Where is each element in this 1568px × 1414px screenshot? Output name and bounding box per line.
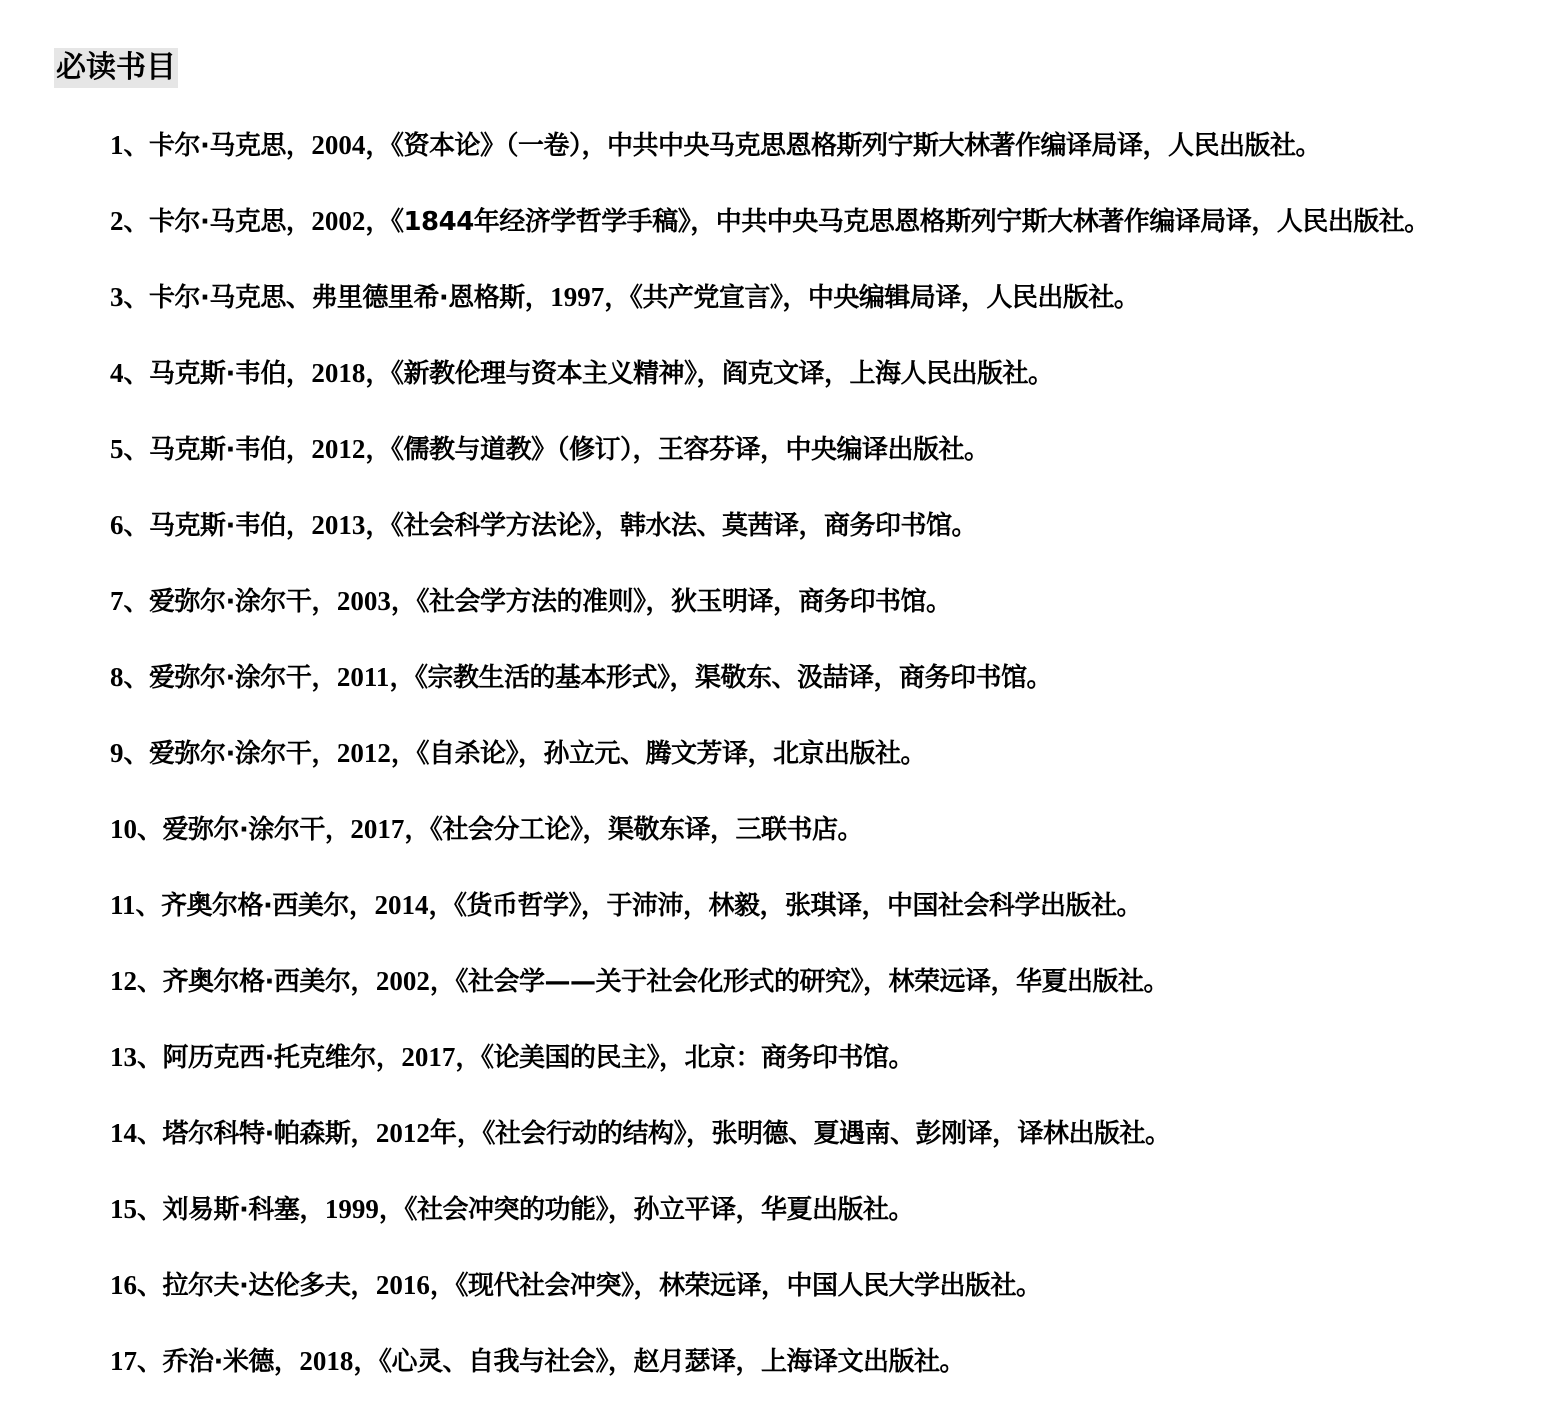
entry-number: 16	[110, 1270, 137, 1300]
entry-year: 2016	[375, 1270, 430, 1300]
entry-year: 2017	[350, 814, 405, 844]
list-item	[110, 882, 1560, 958]
entry-title-publisher: 《社会学方法的准则》，狄玉明译，商务印书馆。	[416, 587, 952, 617]
comma-separator: ，	[456, 1119, 483, 1149]
entry-author: 爱弥尔·涂尔干	[149, 587, 312, 617]
enum-separator: 、	[123, 359, 150, 389]
entry-number: 10	[110, 814, 137, 844]
comma-separator: ，	[365, 511, 391, 541]
entry-year: 2017	[401, 1042, 456, 1072]
enum-separator: 、	[123, 131, 150, 161]
comma-separator: ，	[365, 131, 391, 161]
comma-separator: ，	[455, 1043, 481, 1073]
enum-separator: 、	[137, 967, 163, 997]
enum-separator: 、	[123, 435, 150, 465]
entry-number: 17	[110, 1346, 137, 1376]
enum-separator: 、	[137, 815, 163, 845]
comma-separator: ，	[604, 283, 630, 313]
entry-author: 刘易斯·科塞	[162, 1195, 300, 1225]
entry-year: 2014	[374, 890, 429, 920]
entry-number: 4	[110, 358, 124, 388]
comma-separator: ，	[365, 207, 391, 237]
list-item	[110, 502, 1560, 578]
enum-separator: 、	[137, 1271, 163, 1301]
comma-separator: ，	[524, 283, 551, 313]
entry-title-publisher: 《货币哲学》，于沛沛，林毅，张琪译，中国社会科学出版社。	[453, 891, 1142, 921]
list-item	[110, 350, 1560, 426]
entry-author: 马克斯·韦伯	[149, 359, 286, 389]
entry-title-publisher: 《社会冲突的功能》，孙立平译，华夏出版社。	[404, 1195, 914, 1225]
entry-title-publisher: 《资本论》（一卷），中共中央马克思恩格斯列宁斯大林著作编译局译，人民出版社。	[390, 131, 1321, 161]
entry-number: 2	[110, 206, 124, 236]
list-item	[110, 1186, 1560, 1262]
entry-number: 9	[110, 738, 124, 768]
enum-separator: 、	[137, 1195, 163, 1225]
comma-separator: ，	[350, 1271, 376, 1301]
comma-separator: ，	[428, 891, 454, 921]
entry-author: 卡尔·马克思、弗里德里希·恩格斯	[149, 283, 525, 313]
enum-separator: 、	[123, 587, 150, 617]
comma-separator: ，	[285, 435, 312, 465]
list-item	[110, 806, 1560, 882]
list-item	[110, 274, 1560, 350]
entry-title-publisher: 《儒教与道教》（修订），王容芬译，中央编译出版社。	[390, 435, 990, 465]
entry-number: 8	[110, 662, 124, 692]
entry-year: 2018	[299, 1346, 354, 1376]
entry-number: 5	[110, 434, 124, 464]
entry-year: 2013	[311, 510, 366, 540]
entry-author: 乔治·米德	[162, 1347, 274, 1377]
comma-separator: ，	[375, 1043, 402, 1073]
entry-title-publisher: 《新教伦理与资本主义精神》，阎克文译，上海人民出版社。	[390, 359, 1054, 389]
reading-list	[110, 122, 1560, 1414]
list-item	[110, 1034, 1560, 1110]
entry-year: 2011	[336, 662, 390, 692]
comma-separator: ，	[350, 1119, 376, 1149]
entry-title-publisher: 《宗教生活的基本形式》，渠敬东、汲喆译，商务印书馆。	[414, 663, 1052, 693]
list-item	[110, 654, 1560, 730]
comma-separator: ，	[299, 1195, 325, 1225]
comma-separator: ，	[273, 1347, 300, 1377]
list-item	[110, 1110, 1560, 1186]
entry-year: 1999	[324, 1194, 379, 1224]
entry-title-publisher: 《现代社会冲突》，林荣远译，中国人民大学出版社。	[455, 1271, 1042, 1301]
entry-year: 2002	[375, 966, 430, 996]
entry-title-publisher: 《1844年经济学哲学手稿》，中共中央马克思恩格斯列宁斯大林著作编译局译，人民出版社。	[390, 207, 1430, 237]
entry-number: 14	[110, 1118, 137, 1148]
entry-author: 马克斯·韦伯	[149, 511, 286, 541]
entry-number: 7	[110, 586, 124, 616]
entry-title-publisher: 《心灵、自我与社会》，赵月瑟译，上海译文出版社。	[378, 1347, 965, 1377]
comma-separator: ，	[311, 739, 337, 769]
comma-separator: ，	[365, 435, 391, 465]
entry-title-publisher: 《共产党宣言》，中央编辑局译，人民出版社。	[629, 283, 1140, 313]
comma-separator: ，	[350, 967, 376, 997]
enum-separator: 、	[123, 207, 150, 237]
entry-number: 12	[110, 966, 137, 996]
entry-number: 13	[110, 1042, 137, 1072]
entry-number: 1	[110, 130, 124, 160]
entry-year: 2018	[311, 358, 366, 388]
comma-separator: ，	[404, 815, 430, 845]
comma-separator: ，	[285, 207, 312, 237]
enum-separator: 、	[137, 1043, 163, 1073]
entry-author: 卡尔·马克思	[149, 131, 286, 161]
entry-author: 塔尔科特·帕森斯	[162, 1119, 351, 1149]
enum-separator: 、	[123, 511, 150, 541]
entry-year: 2012年	[375, 1118, 457, 1148]
comma-separator: ，	[311, 663, 337, 693]
section-heading: 必读书目	[54, 48, 178, 88]
enum-separator: 、	[137, 1119, 163, 1149]
list-item	[110, 1262, 1560, 1338]
entry-title-publisher: 《社会行动的结构》，张明德、夏遇南、彭刚译，译林出版社。	[482, 1119, 1171, 1149]
comma-separator: ，	[285, 131, 312, 161]
list-item	[110, 122, 1560, 198]
entry-author: 马克斯·韦伯	[149, 435, 286, 465]
comma-separator: ，	[353, 1347, 379, 1377]
list-item	[110, 958, 1560, 1034]
comma-separator: ，	[285, 511, 312, 541]
enum-separator: 、	[123, 739, 150, 769]
list-item	[110, 578, 1560, 654]
list-item	[110, 426, 1560, 502]
entry-year: 2002	[311, 206, 366, 236]
comma-separator: ，	[378, 1195, 405, 1225]
entry-author: 爱弥尔·涂尔干	[162, 815, 325, 845]
comma-separator: ，	[365, 359, 391, 389]
entry-year: 2012	[336, 738, 391, 768]
entry-title-publisher: 《论美国的民主》，北京：商务印书馆。	[480, 1043, 914, 1073]
comma-separator: ，	[348, 891, 375, 921]
entry-author: 爱弥尔·涂尔干	[149, 739, 312, 769]
entry-number: 11	[110, 890, 136, 920]
entry-year: 2012	[311, 434, 366, 464]
entry-number: 15	[110, 1194, 137, 1224]
comma-separator: ，	[324, 815, 351, 845]
entry-title-publisher: 《社会分工论》，渠敬东译，三联书店。	[429, 815, 863, 845]
entry-number: 3	[110, 282, 124, 312]
enum-separator: 、	[135, 891, 162, 921]
enum-separator: 、	[123, 283, 150, 313]
entry-title-publisher: 《自杀论》，孙立元、腾文芳译，北京出版社。	[416, 739, 926, 769]
entry-number: 6	[110, 510, 124, 540]
entry-author: 阿历克西·托克维尔	[162, 1043, 376, 1073]
entry-title-publisher: 《社会学——关于社会化形式的研究》，林荣远译，华夏出版社。	[455, 967, 1169, 997]
enum-separator: 、	[137, 1347, 163, 1377]
entry-author: 卡尔·马克思	[149, 207, 286, 237]
comma-separator: ，	[390, 739, 417, 769]
comma-separator: ，	[389, 663, 415, 693]
entry-year: 2003	[336, 586, 391, 616]
comma-separator: ，	[429, 967, 456, 997]
entry-year: 2004	[311, 130, 366, 160]
list-item	[110, 198, 1560, 274]
comma-separator: ，	[311, 587, 337, 617]
entry-author: 齐奥尔格·西美尔	[162, 967, 351, 997]
entry-title-publisher: 《社会科学方法论》，韩水法、莫茜译，商务印书馆。	[390, 511, 977, 541]
comma-separator: ，	[390, 587, 417, 617]
comma-separator: ，	[285, 359, 312, 389]
list-item	[110, 730, 1560, 806]
entry-author: 齐奥尔格·西美尔	[161, 891, 349, 921]
entry-year: 1997	[550, 282, 605, 312]
entry-author: 爱弥尔·涂尔干	[149, 663, 312, 693]
comma-separator: ，	[429, 1271, 456, 1301]
list-item	[110, 1338, 1560, 1414]
entry-author: 拉尔夫·达伦多夫	[162, 1271, 351, 1301]
enum-separator: 、	[123, 663, 150, 693]
